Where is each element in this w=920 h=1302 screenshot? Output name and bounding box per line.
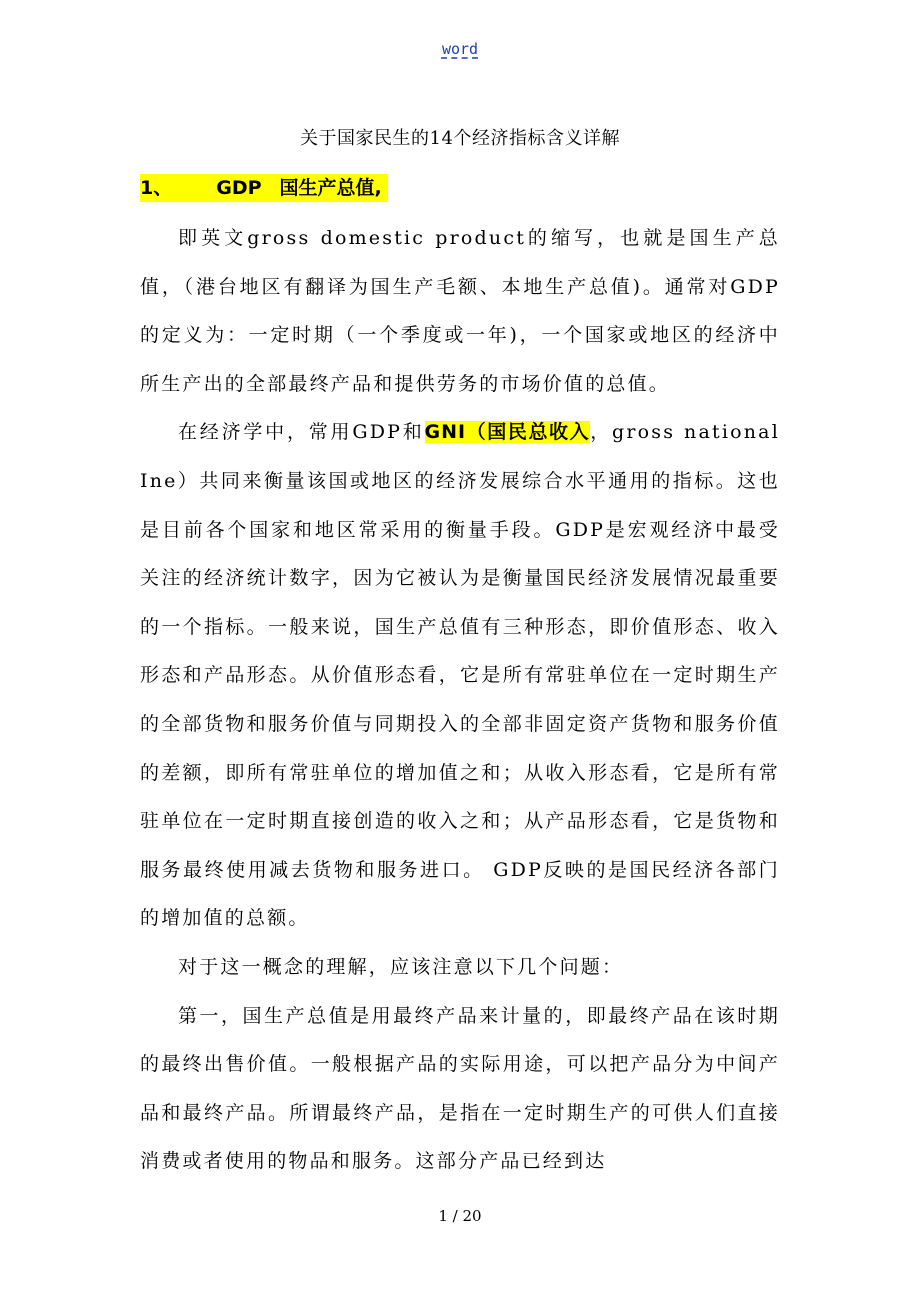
paragraph-gdp-gni <box>140 408 780 943</box>
body-text <box>140 214 780 1186</box>
paragraph-gdp-definition: 即英文gross domestic product的缩写，也就是国生产总值，（港台地区有翻译为国生产毛额、本地生产总值)。通常对GDP的定义为：一定时期（一个季度或一年)，一个国家或地区的经济中所生产出的全部最终产品和提供劳务的市场价值的总值。 <box>140 227 780 395</box>
page-number: 1 / 20 <box>438 1207 482 1225</box>
paragraph-gdp-gni-start: 在经济学中，常用GDP和 <box>178 421 425 444</box>
section-name: 国生产总值, <box>279 177 382 199</box>
section-heading-gdp <box>140 174 388 202</box>
section-number: 1、 <box>140 177 173 199</box>
paragraph-point-one: 第一，国生产总值是用最终产品来计量的，即最终产品在该时期的最终出售价值。一般根据产品的实际用途，可以把产品分为中间产品和最终产品。所谓最终产品，是指在一定时期生产的可供人们直接消费或者使用的物品和服务。这部分产品已经到达 <box>140 1004 780 1173</box>
document-title: 关于国家民生的14个经济指标含义详解 <box>300 128 620 149</box>
paragraph-gdp-gni-rest: ，gross national Ine）共同来衡量该国或地区的经济发展综合水平通用的指标。这也是目前各个国家和地区常采用的衡量手段。GDP是宏观经济中最受关注的经济统计数字，因为它被认为是衡量国民经济发展情况最重要的一个指标。一般来说，国生产总值有三种形态，即价值形态、收入形态和产品形态。从价值形态看，它是所有常驻单位在一定时期生产的全部货物和服务价值与同期投入的全部非固定资产货物和服务价值的差额，即所有常驻单位的增加值之和；从收入形态看，它是所有常驻单位在一定时期直接创造的收入之和；从产品形态看，它是货物和服务最终使用减去货物和服务进口。 GDP反映的是国民经济各部门的增加值的总额。 <box>140 421 780 930</box>
header-word-link[interactable]: word <box>441 40 479 58</box>
section-term: GDP <box>216 177 262 199</box>
gni-highlight: GNI（国民总收入 <box>424 421 591 444</box>
paragraph-notes-intro: 对于这一概念的理解，应该注意以下几个问题： <box>178 955 624 978</box>
